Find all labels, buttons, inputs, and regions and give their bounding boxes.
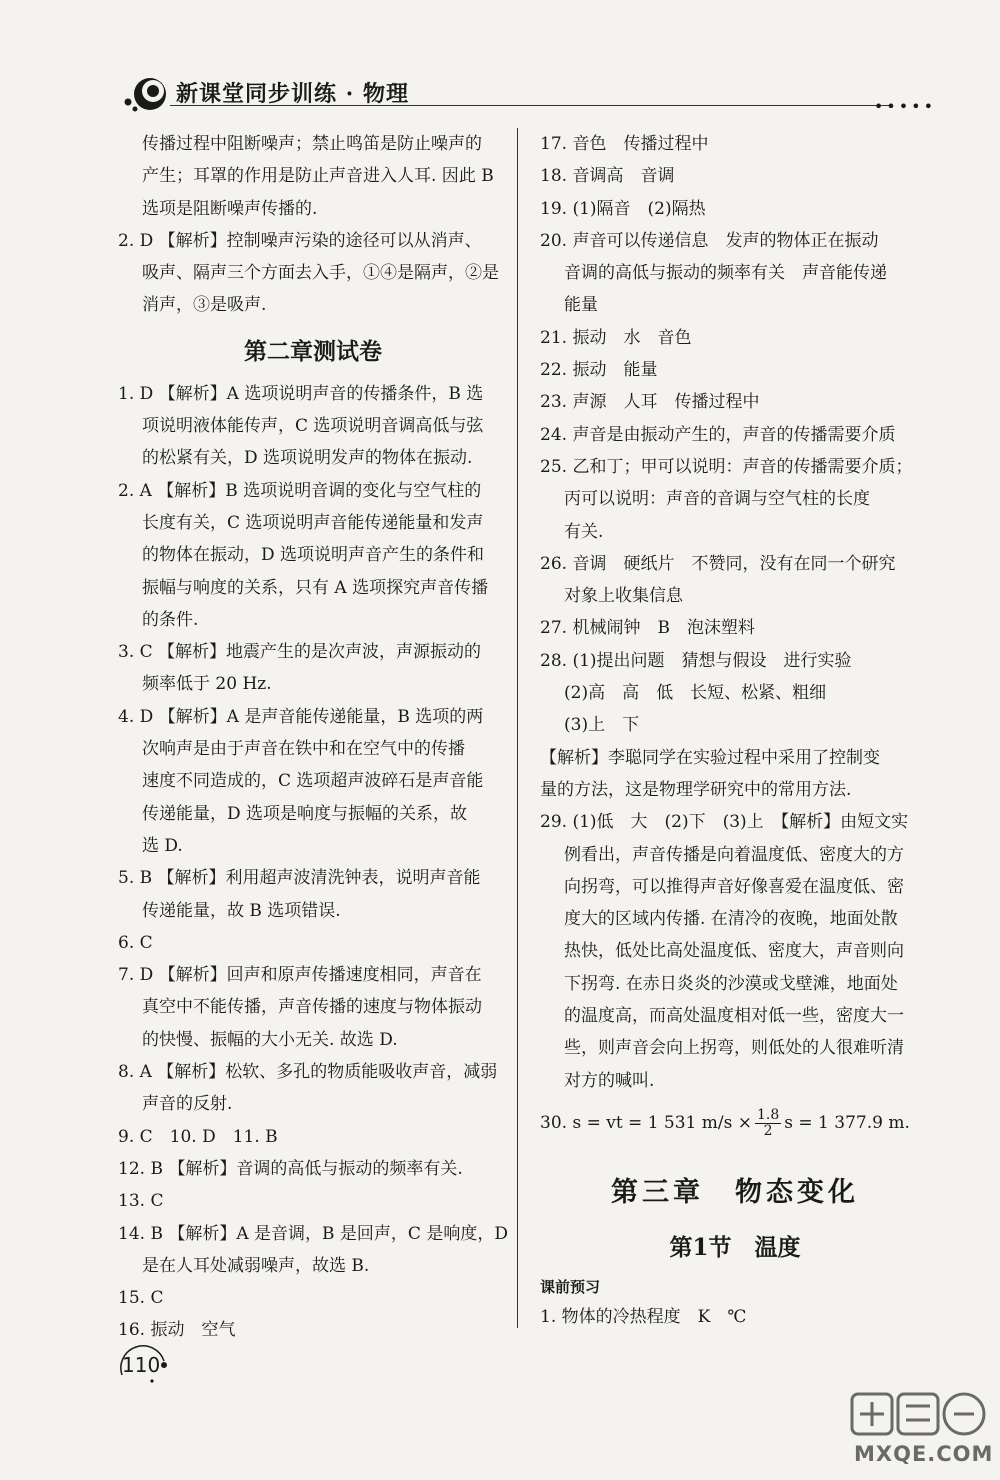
answer-line: 长度有关，C 选项说明声音能传递能量和发声 <box>142 512 484 533</box>
fraction <box>755 1108 781 1139</box>
answer-line: 7. D 【解析】回声和原声传播速度相同，声音在 <box>118 965 482 986</box>
answer-line: 选 D. <box>142 835 183 856</box>
page-number-text: 110 <box>122 1353 161 1377</box>
answer-line: 21. 振动 水 音色 <box>540 327 692 348</box>
answer-line: 1. 物体的冷热程度 K ℃ <box>540 1306 747 1327</box>
answer-line: 对象上收集信息 <box>564 586 683 607</box>
answer-line: 19. (1)隔音 (2)隔热 <box>540 198 706 219</box>
fraction-numerator: 1.8 <box>757 1106 780 1123</box>
answer-line: 有关. <box>564 521 604 542</box>
left-column <box>118 128 508 1347</box>
answer-line: 28. (1)提出问题 猜想与假设 进行实验 <box>540 650 852 671</box>
text-line: 产生；耳罩的作用是防止声音进入人耳. 因此 B <box>142 166 494 187</box>
answer-line: 吸声、隔声三个方面去入手，①④是隔声，②是 <box>142 263 499 284</box>
answer-line: 18. 音调高 音调 <box>540 166 675 187</box>
answer-line: 20. 声音可以传递信息 发声的物体正在振动 <box>540 230 879 251</box>
answer-line: 9. C 10. D 11. B <box>118 1126 278 1147</box>
answer-line: 的快慢、振幅的大小无关. 故选 D. <box>142 1029 398 1050</box>
answer-line: 音调的高低与振动的频率有关 声音能传递 <box>564 263 887 284</box>
answer-stamp-icon <box>850 1390 990 1442</box>
text-line: 传播过程中阻断噪声；禁止鸣笛是防止噪声的 <box>142 134 482 154</box>
answer-line: 14. B 【解析】A 是音调，B 是回声，C 是响度，D <box>118 1223 508 1244</box>
answer-line: 3. C 【解析】地震产生的是次声波，声源振动的 <box>118 642 482 663</box>
answer-line: 速度不同造成的，C 选项超声波碎石是声音能 <box>142 771 484 792</box>
answer-line: 消声，③是吸声. <box>142 295 267 316</box>
answer-line: 振幅与响度的关系，只有 A 选项探究声音传播 <box>142 577 489 598</box>
right-column <box>540 128 930 1333</box>
preview-label: 课前预习 <box>540 1277 601 1296</box>
section-title: 第1节 温度 <box>669 1233 801 1261</box>
answer-line: 的松紧有关，D 选项说明发声的物体在振动. <box>142 448 473 469</box>
answer-line: 2. D 【解析】控制噪声污染的途径可以从消声、 <box>118 230 482 251</box>
answer-line: 25. 乙和丁；甲可以说明：声音的传播需要介质； <box>540 456 913 477</box>
answer-line: 1. D 【解析】A 选项说明声音的传播条件，B 选 <box>118 383 484 404</box>
answer-line: 下拐弯. 在赤日炎炎的沙漠或戈壁滩，地面处 <box>564 973 898 994</box>
answer-line: 传递能量，故 B 选项错误. <box>142 900 341 921</box>
formula-post: s = 1 377.9 m. <box>784 1112 910 1133</box>
answer-line: 2. A 【解析】B 选项说明音调的变化与空气柱的 <box>118 480 482 501</box>
answer-line: 声音的反射. <box>142 1094 233 1115</box>
answer-line: 是在人耳处减弱噪声，故选 B. <box>142 1255 370 1276</box>
answer-line: (2)高 高 低 长短、松紧、粗细 <box>564 683 827 704</box>
answer-line: 的温度高，而高处温度相对低一些，密度大一 <box>564 1006 904 1027</box>
answer-line: 次响声是由于声音在铁中和在空气中的传播 <box>142 739 465 760</box>
answer-line: 23. 声源 人耳 传播过程中 <box>540 392 760 413</box>
answer-line: 29. (1)低 大 (2)下 (3)上 【解析】由短文实 <box>540 812 909 833</box>
answer-line: 丙可以说明：声音的音调与空气柱的长度 <box>564 489 870 510</box>
answer-line: 22. 振动 能量 <box>540 360 658 381</box>
analysis-line: 【解析】李聪同学在实验过程中采用了控制变 <box>540 747 880 768</box>
fraction-denominator: 2 <box>763 1122 773 1139</box>
answer-line: 项说明液体能传声，C 选项说明音调高低与弦 <box>142 416 484 437</box>
answer-line: 4. D 【解析】A 是声音能传递能量，B 选项的两 <box>118 706 484 727</box>
answer-line: 24. 声音是由振动产生的，声音的传播需要介质 <box>540 424 896 445</box>
answer-line: 15. C <box>118 1288 164 1309</box>
text-line: 选项是阻断噪声传播的. <box>142 198 318 219</box>
answer-line: 12. B 【解析】音调的高低与振动的频率有关. <box>118 1158 463 1179</box>
watermark-text: MXQE.COM <box>854 1442 994 1466</box>
analysis-line: 量的方法，这是物理学研究中的常用方法. <box>540 779 852 800</box>
answer-line: 对方的喊叫. <box>564 1070 655 1091</box>
logo-icon <box>120 72 172 116</box>
answer-line: 26. 音调 硬纸片 不赞同，没有在同一个研究 <box>540 553 896 574</box>
answer-line: 真空中不能传播，声音传播的速度与物体振动 <box>142 997 482 1018</box>
header-dots: ••••• <box>873 97 936 116</box>
answer-line: 例看出，声音传播是向着温度低、密度大的方 <box>564 844 904 865</box>
answer-line: 6. C <box>118 932 153 953</box>
answer-line: 5. B 【解析】利用超声波清洗钟表，说明声音能 <box>118 868 481 889</box>
formula-line <box>540 1103 930 1143</box>
answer-line: 些，则声音会向上拐弯，则低处的人很难听清 <box>564 1038 904 1059</box>
answer-line: 的条件. <box>142 609 199 630</box>
answer-line: 13. C <box>118 1191 164 1212</box>
answer-line: 16. 振动 空气 <box>118 1320 236 1341</box>
answer-line: 8. A 【解析】松软、多孔的物质能吸收声音，减弱 <box>118 1062 498 1083</box>
chapter-title: 第三章 物态变化 <box>611 1176 859 1208</box>
column-divider <box>517 128 518 1328</box>
watermark <box>850 1390 994 1472</box>
answer-line: 27. 机械闹钟 B 泡沫塑料 <box>540 618 755 639</box>
answer-line: 频率低于 20 Hz. <box>142 674 272 695</box>
answer-line: 的物体在振动，D 选项说明声音产生的条件和 <box>142 545 485 566</box>
formula-pre: 30. s = vt = 1 531 m/s × <box>540 1112 752 1133</box>
page-header <box>120 62 950 122</box>
header-title: 新课堂同步训练 · 物理 <box>176 81 409 107</box>
answer-line: 热快，低处比高处温度低、密度大，声音则向 <box>564 941 904 962</box>
answer-line: (3)上 下 <box>564 715 640 736</box>
answer-line: 传递能量，D 选项是响度与振幅的关系，故 <box>142 803 468 824</box>
answer-line: 能量 <box>564 295 598 316</box>
answer-line: 度大的区域内传播. 在清冷的夜晚，地面处散 <box>564 909 898 930</box>
page-number <box>116 1345 170 1383</box>
answer-line: 17. 音色 传播过程中 <box>540 134 709 154</box>
answer-line: 向拐弯，可以推得声音好像喜爱在温度低、密 <box>564 876 904 897</box>
section-title: 第二章测试卷 <box>244 337 382 365</box>
header-rule <box>170 105 890 106</box>
